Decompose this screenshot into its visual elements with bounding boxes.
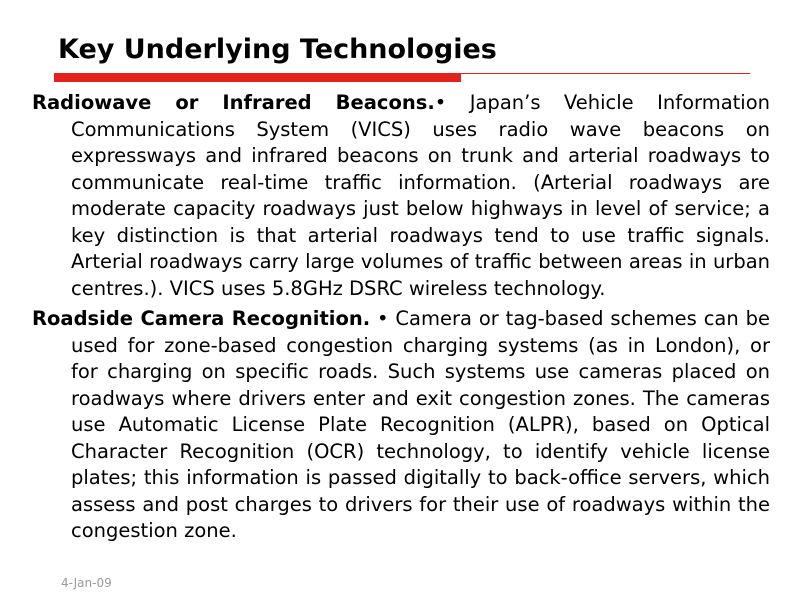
slide-title: Key Underlying Technologies — [58, 34, 497, 65]
paragraph-text: Japan’s Vehicle Information Communications System (VICS) uses radio wave beacons on expressways and infrared beacons on trunk and arterial roadways to communicate real-time traffic information. (Arterial roadways are moderate capacity roadways just below highways in level of service; a key distinction is that arterial roadways tend to use traffic signals. Arterial roadways carry large volumes of traffic between areas in urban centres.). VICS uses 5.8GHz DSRC wireless technology. — [71, 91, 770, 300]
paragraph-beacons — [32, 90, 770, 302]
footer-date: 4-Jan-09 — [61, 576, 112, 590]
paragraph-lead: Radiowave or Infrared Beacons. — [32, 91, 435, 114]
bullet-glyph: • — [434, 91, 447, 114]
slide-body — [32, 90, 770, 600]
title-underline-accent — [54, 74, 461, 82]
paragraph-text: Camera or tag-based schemes can be used for zone-based congestion charging systems (as in London), or for charging on specific roads. Such systems use cameras placed on roadways where drivers enter and exit congestion zones. The cameras use Automatic License Plate Recognition (ALPR), based on Optical Character Recognition (OCR) technology, to identify vehicle license plates; this information is passed digitally to back-office servers, which assess and post charges to drivers for their use of roadways within the congestion zone. — [71, 307, 770, 542]
bullet-glyph: • — [370, 307, 389, 330]
paragraph-camera-recognition — [32, 306, 770, 545]
paragraph-lead: Roadside Camera Recognition. — [32, 307, 371, 330]
